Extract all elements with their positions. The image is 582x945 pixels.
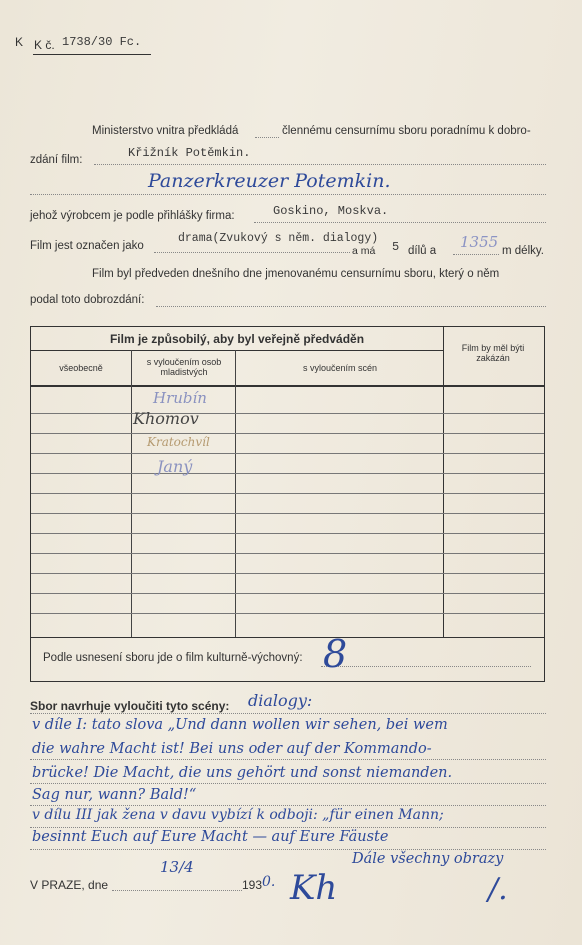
rule xyxy=(31,350,443,351)
dotted-fill xyxy=(30,713,546,714)
dotted-fill xyxy=(254,222,546,223)
dotted-fill xyxy=(30,849,546,850)
parts-label: dílů a xyxy=(408,245,437,257)
ref-underline xyxy=(33,54,151,55)
rule xyxy=(31,553,544,554)
ref-number: 1738/30 Fc. xyxy=(62,35,142,49)
film-title-typed: Křižník Potěmkin. xyxy=(128,146,251,160)
intro-line1: Ministerstvo vnitra předkládá xyxy=(92,125,239,137)
dotted-fill xyxy=(30,194,546,195)
table-header-main: Film je způsobilý, aby byl veřejně předváděn xyxy=(109,332,365,346)
rule xyxy=(31,473,544,474)
ref-k-letter: K xyxy=(15,35,24,49)
col-youth: s vyloučením osob mladistvých xyxy=(146,357,222,377)
signature-2: Khomov xyxy=(133,409,199,428)
rule xyxy=(31,413,544,414)
length-value: 1355 xyxy=(460,233,499,251)
rule xyxy=(31,513,544,514)
dotted-fill xyxy=(94,164,546,165)
dotted-fill xyxy=(453,254,499,255)
proposal-label: Sbor navrhuje vyloučiti tyto scény: xyxy=(30,699,230,713)
marked-label: Film jest označen jako xyxy=(30,240,144,252)
signature-4: Janý xyxy=(157,457,193,476)
place-label: V PRAZE, dne xyxy=(30,878,109,892)
rule xyxy=(31,493,544,494)
signature-3: Kratochvíl xyxy=(147,435,210,449)
rule xyxy=(31,533,544,534)
year-prefix: 193 xyxy=(242,878,263,892)
rule xyxy=(31,573,544,574)
resolution-mark: 8 xyxy=(323,632,348,676)
dotted-fill xyxy=(30,805,546,806)
hand-line-3: die wahre Macht ist! Bei uns oder auf der Kommando- xyxy=(32,741,432,757)
hand-line-1: dialogy: xyxy=(248,691,313,710)
col-scenes: s vyloučením scén xyxy=(302,363,378,373)
intro-line1-tail: člennému censurnímu sboru poradnímu k dobro- xyxy=(282,125,531,137)
dotted-fill xyxy=(154,252,350,253)
rule xyxy=(443,327,444,637)
hand-line-7: besinnt Euch auf Eure Macht — auf Eure Fäuste xyxy=(32,829,389,845)
dotted-fill xyxy=(156,306,546,307)
hand-line-6: v dílu III jak žena v davu vybízí k odboji: „für einen Mann; xyxy=(32,807,444,823)
resolution-row xyxy=(30,632,545,682)
rule xyxy=(31,453,544,454)
parts-value: 5 xyxy=(392,240,400,254)
rule xyxy=(31,613,544,614)
ref-kc-label: K č. xyxy=(34,38,55,52)
para2-line1: Film byl předveden dnešního dne jmenovanému censurnímu sboru, který o něm xyxy=(92,268,500,280)
length-label: m délky. xyxy=(502,245,544,257)
dotted-fill xyxy=(321,666,531,667)
tick-mark: /. xyxy=(488,872,508,907)
film-title-handwritten: Panzerkreuzer Potemkin. xyxy=(148,170,391,192)
hand-line-2: v díle I: tato slova „Und dann wollen wir sehen, bei wem xyxy=(32,717,448,733)
signature-1: Hrubín xyxy=(153,389,207,407)
signature-chair: Kh xyxy=(290,868,338,908)
film-label: zdání film: xyxy=(30,154,83,166)
dotted-fill xyxy=(255,137,279,138)
producer-value: Goskino, Moskva. xyxy=(273,204,389,218)
dotted-fill xyxy=(30,827,546,828)
date-hand: 13/4 xyxy=(160,858,194,876)
dotted-fill xyxy=(30,783,546,784)
assessment-table xyxy=(30,326,545,638)
rule xyxy=(31,433,544,434)
rule xyxy=(31,593,544,594)
dotted-fill xyxy=(30,759,546,760)
producer-label: jehož výrobcem je podle přihlášky firma: xyxy=(30,210,235,222)
rule xyxy=(31,385,544,387)
table-header-banned: Film by měl býti zakázán xyxy=(461,343,525,363)
resolution-label: Podle usnesení sboru jde o film kulturně-výchovný: xyxy=(43,652,303,664)
dotted-fill xyxy=(112,890,242,891)
year-hand: 0. xyxy=(262,874,276,890)
col-general: všeobecně xyxy=(59,363,103,373)
marked-value: drama(Zvukový s něm. dialogy) xyxy=(178,232,379,245)
has-label: a má xyxy=(352,245,376,257)
hand-line-5: Sag nur, wann? Bald!“ xyxy=(32,787,197,803)
para2-line2: podal toto dobrozdání: xyxy=(30,294,145,306)
hand-line-4: brücke! Die Macht, die uns gehört und sonst niemanden. xyxy=(32,765,453,781)
hand-line-8: Dále všechny obrazy xyxy=(352,851,504,867)
